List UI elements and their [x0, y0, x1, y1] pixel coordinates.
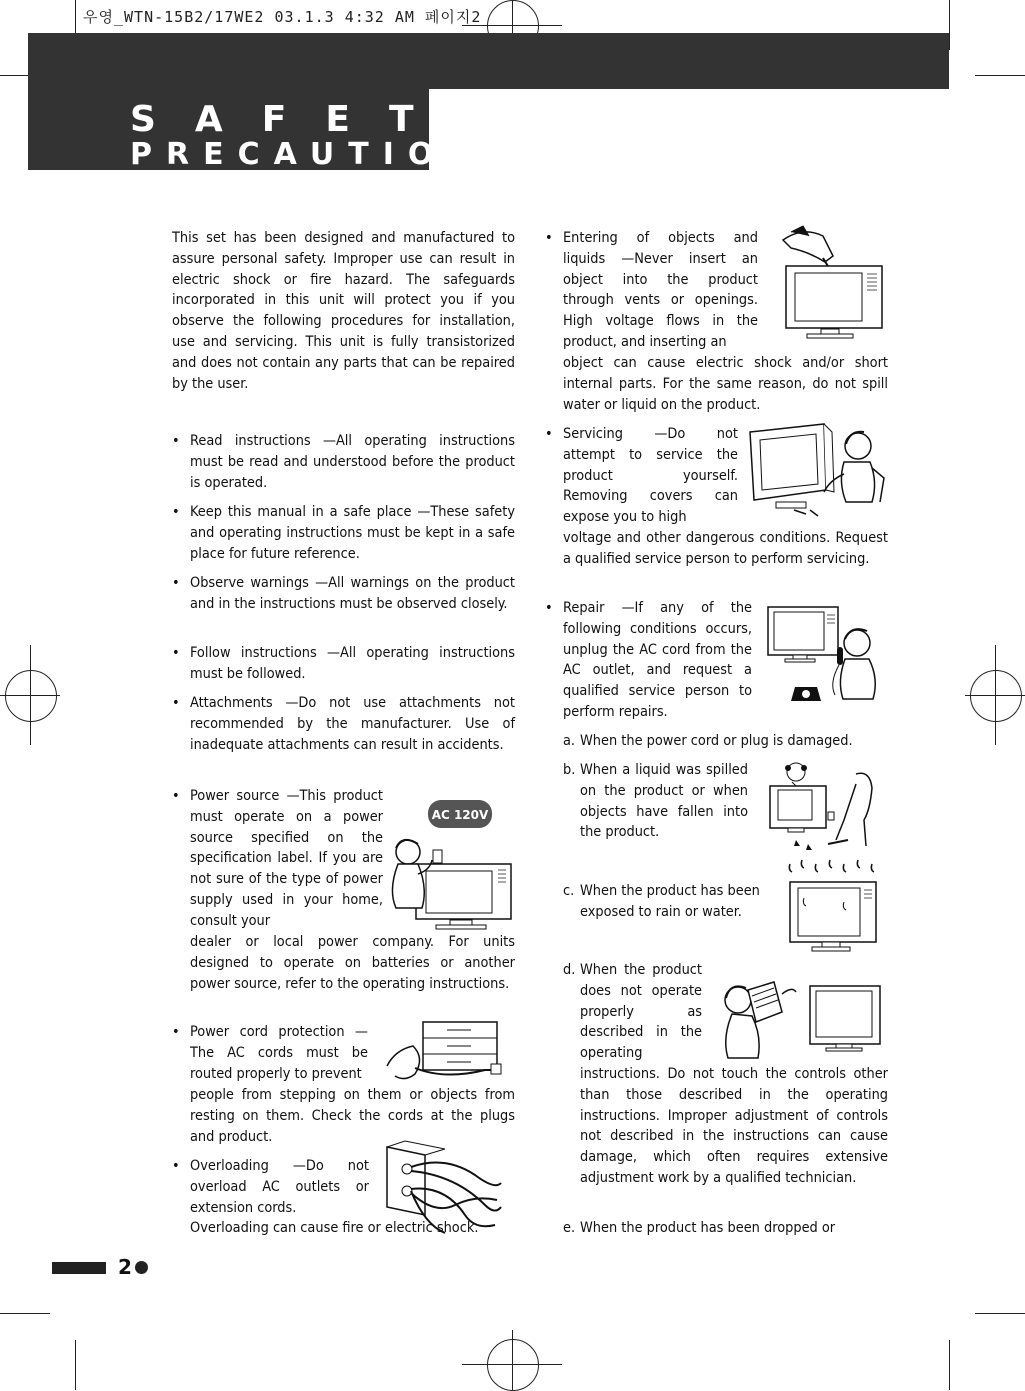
observe-warnings: Observe warnings —All warnings on the product and in the instructions must be observed closely.	[190, 575, 515, 612]
title-banner	[28, 33, 949, 89]
not-operating-illustration	[718, 972, 882, 1062]
power-source-illustration	[388, 800, 516, 935]
overloading-illustration	[385, 1145, 505, 1240]
keep-manual: Keep this manual in a safe place —These safety and operating instructions must be kept in a safe place for future reference.	[190, 504, 515, 562]
attachments: Attachments —Do not use attachments not recommended by the manufacturer. Use of inadequate attachments can result in accidents.	[190, 695, 515, 753]
crop-mark	[75, 1340, 76, 1390]
power-cord-illustration	[385, 1020, 515, 1082]
ac-voltage-label: AC 120V	[431, 808, 489, 822]
page-title-line1: SAFETY	[130, 99, 518, 140]
page-number-bar	[52, 1262, 106, 1274]
repair-condition-d-continued: instructions. Do not touch the controls other than those described in the operating instructions. Improper adjustment of controls not described in the instructions can cause damage, which often requires extensive adjustment work by a qualified technician.	[580, 1066, 888, 1186]
page-title-line2: PRECAUTIONS	[130, 137, 523, 172]
page-number: 2	[118, 1255, 132, 1279]
servicing-illustration	[746, 422, 886, 522]
overloading-a: Overloading —Do not overload AC outlets or extension cords.	[190, 1158, 369, 1216]
power-cord-a: Power cord protection — The AC cords must be routed properly to prevent	[190, 1024, 368, 1082]
servicing-b: voltage and other dangerous conditions. Request a qualified service person to perform servicing.	[563, 530, 888, 567]
repair-text: Repair —If any of the following conditions occurs, unplug the AC cord from the AC outlet, and request a qualified service person to perform repairs.	[563, 600, 752, 720]
intro-paragraph: This set has been designed and manufactured to assure personal safety. Improper use can result in electric shock or fire hazard. The safeguards incorporated in this unit will protect you if you observe the following procedures for installation, use and servicing. This unit is fully transistorized and does not contain any parts that can be repaired by the user.	[172, 230, 515, 392]
crop-mark	[949, 1340, 950, 1390]
print-slug: 우영_WTN-15B2/17WE2 03.1.3 4:32 AM 페이지2	[83, 8, 482, 26]
rain-exposure-illustration	[784, 858, 882, 954]
crop-mark	[0, 1313, 50, 1314]
crop-mark	[975, 1313, 1025, 1314]
entering-objects-b: object can cause electric shock and/or short internal parts. For the same reason, do not spill water or liquid on the product.	[563, 355, 888, 413]
crop-mark	[975, 75, 1025, 76]
page-number-dot	[135, 1261, 148, 1274]
read-instructions: Read instructions —All operating instructions must be read and understood before the product is operated.	[190, 433, 515, 491]
overloading-b: Overloading can cause fire or electric shock.	[190, 1220, 479, 1236]
entering-objects-a: Entering of objects and liquids —Never insert an object into the product through vents or openings. High voltage flows in the product, and inserting an	[563, 230, 758, 350]
crop-mark	[949, 0, 950, 50]
registration-mark-left	[5, 670, 57, 722]
entering-objects-illustration	[773, 222, 885, 340]
power-source-a: Power source —This product must operate on a power source specified on the specification label. If you are not sure of the type of power supply used in your home, consult your	[190, 788, 383, 929]
registration-mark-bottom	[487, 1339, 539, 1391]
registration-mark-right	[970, 670, 1022, 722]
liquid-spill-illustration	[768, 760, 880, 856]
power-source-b: dealer or local power company. For units designed to operate on batteries or another power source, refer to the operating instructions.	[190, 934, 515, 992]
follow-instructions: Follow instructions —All operating instructions must be followed.	[190, 645, 515, 682]
registration-line	[30, 645, 31, 745]
power-cord-b: people from stepping on them or objects from resting on them. Check the cords at the plugs and product.	[190, 1087, 515, 1145]
registration-line	[995, 645, 996, 745]
servicing-a: Servicing —Do not attempt to service the product yourself. Removing covers can expose you to high	[563, 426, 738, 526]
registration-line	[512, 1330, 513, 1390]
repair-illustration	[765, 603, 881, 703]
